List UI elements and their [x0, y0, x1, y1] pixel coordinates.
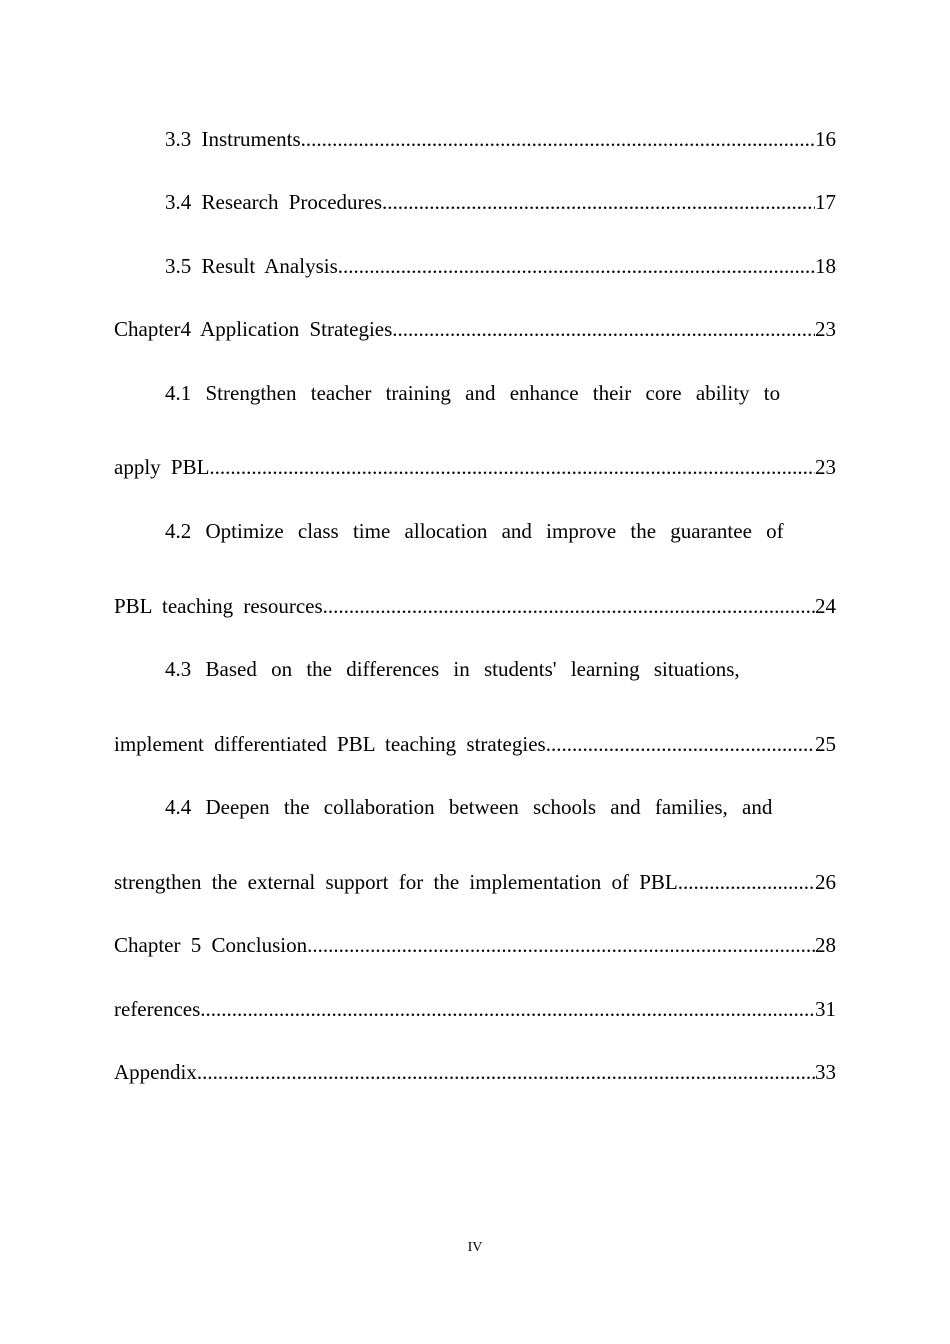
dot-leader — [307, 930, 815, 960]
dot-leader — [323, 591, 815, 621]
toc-entry-page: 31 — [815, 997, 836, 1021]
toc-entry-title: Chapter 5 Conclusion — [114, 933, 308, 957]
toc-entry-title: strengthen the external support for the implementation of PBL — [114, 870, 678, 894]
dot-leader — [209, 452, 815, 482]
toc-entry-title: 4.2 Optimize class time allocation and improve the guarantee of — [165, 519, 784, 543]
toc-entry-4-1-line-2[interactable] — [114, 452, 836, 482]
dot-leader — [338, 251, 815, 281]
dot-leader — [200, 994, 815, 1024]
dot-leader — [546, 729, 815, 759]
toc-entry-page: 16 — [815, 127, 836, 151]
toc-entry-title: 4.4 Deepen the collaboration between schools and families, and — [165, 795, 773, 819]
dot-leader — [197, 1057, 815, 1087]
page-number: IV — [467, 1240, 483, 1255]
toc-entry-page: 17 — [815, 190, 836, 214]
toc-entry-3-5[interactable] — [114, 251, 836, 281]
toc-entry-3-3[interactable] — [114, 124, 836, 154]
toc-entry-page: 23 — [815, 317, 836, 341]
toc-entry-title: 4.1 Strengthen teacher training and enhance their core ability to — [165, 381, 781, 405]
dot-leader — [392, 314, 815, 344]
toc-entry-title: Appendix — [114, 1060, 197, 1084]
toc-entry-page: 23 — [815, 455, 836, 479]
dot-leader — [382, 187, 815, 217]
toc-entry-page: 33 — [815, 1060, 836, 1084]
toc-entry-4-1-line-1[interactable] — [114, 378, 836, 408]
toc-entry-4-3-line-1[interactable] — [114, 654, 836, 684]
toc-entry-title: apply PBL — [114, 455, 210, 479]
toc-entry-title: references — [114, 997, 201, 1021]
toc-entry-3-4[interactable] — [114, 187, 836, 217]
toc-entry-title: 3.4 Research Procedures — [165, 190, 383, 214]
toc-entry-4-3-line-2[interactable] — [114, 729, 836, 759]
toc-entry-title: 3.3 Instruments — [165, 127, 301, 151]
toc-entry-page: 18 — [815, 254, 836, 278]
toc-entry-4-4-line-1[interactable] — [114, 792, 836, 822]
toc-entry-chapter-5[interactable] — [114, 930, 836, 960]
toc-entry-title: 4.3 Based on the differences in students' learning situations, — [165, 657, 740, 681]
dot-leader — [678, 867, 815, 897]
toc-entry-title: PBL teaching resources — [114, 594, 323, 618]
toc-entry-appendix[interactable] — [114, 1057, 836, 1087]
toc-entry-title: 3.5 Result Analysis — [165, 254, 338, 278]
toc-entry-references[interactable] — [114, 994, 836, 1024]
toc-entry-title: implement differentiated PBL teaching strategies — [114, 732, 546, 756]
toc-entry-chapter-4[interactable] — [114, 314, 836, 344]
toc-entry-page: 26 — [815, 870, 836, 894]
toc-entry-4-2-line-2[interactable] — [114, 591, 836, 621]
toc-entry-page: 25 — [815, 732, 836, 756]
toc-entry-4-2-line-1[interactable] — [114, 516, 836, 546]
dot-leader — [301, 124, 815, 154]
toc-entry-4-4-line-2[interactable] — [114, 867, 836, 897]
toc-entry-title: Chapter4 Application Strategies — [114, 317, 393, 341]
toc-entry-page: 24 — [815, 594, 836, 618]
toc-entry-page: 28 — [815, 933, 836, 957]
